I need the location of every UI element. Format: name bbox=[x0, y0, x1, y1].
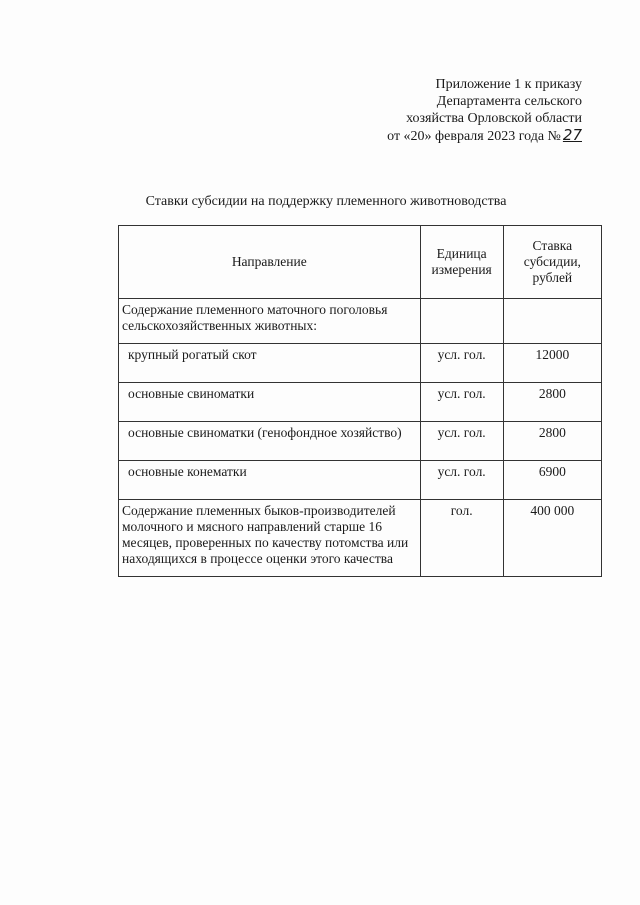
group-rate bbox=[503, 299, 601, 344]
appendix-header bbox=[302, 76, 582, 145]
row-direction bbox=[119, 461, 421, 500]
table-row bbox=[119, 344, 602, 383]
row-direction-text: крупный рогатый скот bbox=[128, 347, 257, 362]
document-title: Ставки субсидии на поддержку племенного животноводства bbox=[145, 194, 507, 209]
header-date: от «20» февраля 2023 года № bbox=[387, 129, 561, 144]
row-unit: усл. гол. bbox=[420, 422, 503, 461]
table-row bbox=[119, 461, 602, 500]
row-rate: 6900 bbox=[503, 461, 601, 500]
row-direction bbox=[119, 422, 421, 461]
row-unit: усл. гол. bbox=[420, 344, 503, 383]
row-direction bbox=[119, 383, 421, 422]
header-line-4 bbox=[302, 127, 582, 145]
header-line-2: Департамента сельского bbox=[436, 94, 582, 109]
row-rate: 12000 bbox=[503, 344, 601, 383]
subsidy-rates-table bbox=[118, 225, 602, 577]
header-direction: Направление bbox=[119, 226, 421, 299]
row-direction-text: основные свиноматки bbox=[128, 386, 255, 401]
header-line-3: хозяйства Орловской области bbox=[406, 111, 582, 126]
table-row bbox=[119, 299, 602, 344]
row-unit: усл. гол. bbox=[420, 461, 503, 500]
group-unit bbox=[420, 299, 503, 344]
row-rate: 2800 bbox=[503, 422, 601, 461]
row-direction: Содержание племенных быков-производителей молочного и мясного направлений старше 16 месяцев, проверенных по качеству потомства или находящихся в процессе оценки этого качества bbox=[119, 500, 421, 577]
row-rate: 2800 bbox=[503, 383, 601, 422]
table-row bbox=[119, 383, 602, 422]
header-line-1: Приложение 1 к приказу bbox=[435, 77, 582, 92]
row-direction-text: основные свиноматки (генофондное хозяйство) bbox=[128, 425, 402, 440]
order-number: 27 bbox=[562, 126, 582, 144]
group-direction: Содержание племенного маточного поголовья сельскохозяйственных животных: bbox=[119, 299, 421, 344]
header-rate: Ставка субсидии, рублей bbox=[503, 226, 601, 299]
row-unit: гол. bbox=[420, 500, 503, 577]
row-unit: усл. гол. bbox=[420, 383, 503, 422]
row-direction-text: основные конематки bbox=[128, 464, 247, 479]
table-row bbox=[119, 422, 602, 461]
table-header-row bbox=[119, 226, 602, 299]
row-direction bbox=[119, 344, 421, 383]
table-row bbox=[119, 500, 602, 577]
header-unit: Единица измерения bbox=[420, 226, 503, 299]
row-rate: 400 000 bbox=[503, 500, 601, 577]
